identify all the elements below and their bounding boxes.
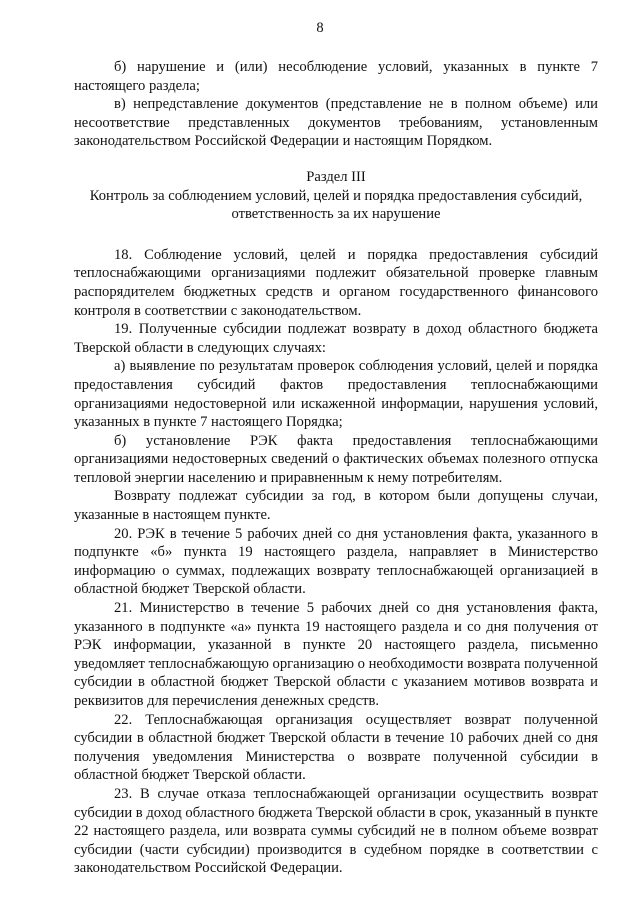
section-spacer [74, 224, 598, 246]
paragraph-19-note: Возврату подлежат субсидии за год, в котором были допущены случаи, указанные в настоящем пункте. [74, 488, 598, 524]
paragraph-18: 18. Соблюдение условий, целей и порядка предоставления субсидий теплоснабжающими организациями подлежит обязательной проверке главным распорядителем бюджетных средств и органом государственного финансового контроля в соответствии с законодательством. [74, 246, 598, 319]
section-title: Контроль за соблюдением условий, целей и порядка предоставления субсидий, ответственность за их нарушение [89, 187, 583, 223]
paragraph-21: 21. Министерство в течение 5 рабочих дней со дня установления факта, указанного в подпункте «а» пункта 19 настоящего раздела и со дня получения от РЭК информации, указанной в пункте 20 настоящего раздела, письменно уведомляет теплоснабжающую организацию о необходимости возврата полученной субсидии в областной бюджет Тверской области с указанием мотивов возврата и реквизитов для перечисления денежных средств. [74, 600, 598, 709]
paragraph-20: 20. РЭК в течение 5 рабочих дней со дня установления факта, указанного в подпункте «б» пункта 19 настоящего раздела, направляет в Министерство информацию о суммах, подлежащих возврату теплоснабжающей организацией в областной бюджет Тверской области. [74, 525, 598, 598]
section-heading [74, 168, 598, 224]
paragraph-19: 19. Полученные субсидии подлежат возврату в доход областного бюджета Тверской области в следующих случаях: [74, 321, 598, 356]
paragraph-22: 22. Теплоснабжающая организация осуществляет возврат полученной субсидии в областной бюджет Тверской области в течение 10 рабочих дней со дня получения уведомления Министерства о возврате полученной субсидии в областной бюджет Тверской области. [74, 711, 598, 784]
document-body [74, 58, 598, 878]
paragraph-19-b: б) установление РЭК факта предоставления теплоснабжающими организациями недостоверных сведений о фактических объемах полезного отпуска тепловой энергии населению и приравненным к нему потребителям. [74, 432, 598, 486]
intro-item-v: в) непредставление документов (представление не в полном объеме) или несоответствие представленных документов требованиям, установленным законодательством Российской Федерации и настоящим Порядком. [74, 96, 598, 150]
section-label: Раздел III [306, 168, 366, 185]
intro-item-b: б) нарушение и (или) несоблюдение условий, указанных в пункте 7 настоящего раздела; [74, 59, 598, 94]
paragraph-19-a: а) выявление по результатам проверок соблюдения условий, целей и порядка предоставления субсидий фактов предоставления теплоснабжающими организациями недостоверной или искаженной информации, нарушения условий, указанных в пункте 7 настоящего Порядка; [74, 358, 598, 431]
page-number: 8 [316, 20, 324, 36]
paragraph-23: 23. В случае отказа теплоснабжающей организации осуществить возврат субсидии в доход областного бюджета Тверской области в срок, указанный в пункте 22 настоящего раздела, или возврата суммы субсидий не в полном объеме возврат субсидии (части субсидии) производится в судебном порядке в соответствии с законодательством Российской Федерации. [74, 785, 598, 877]
